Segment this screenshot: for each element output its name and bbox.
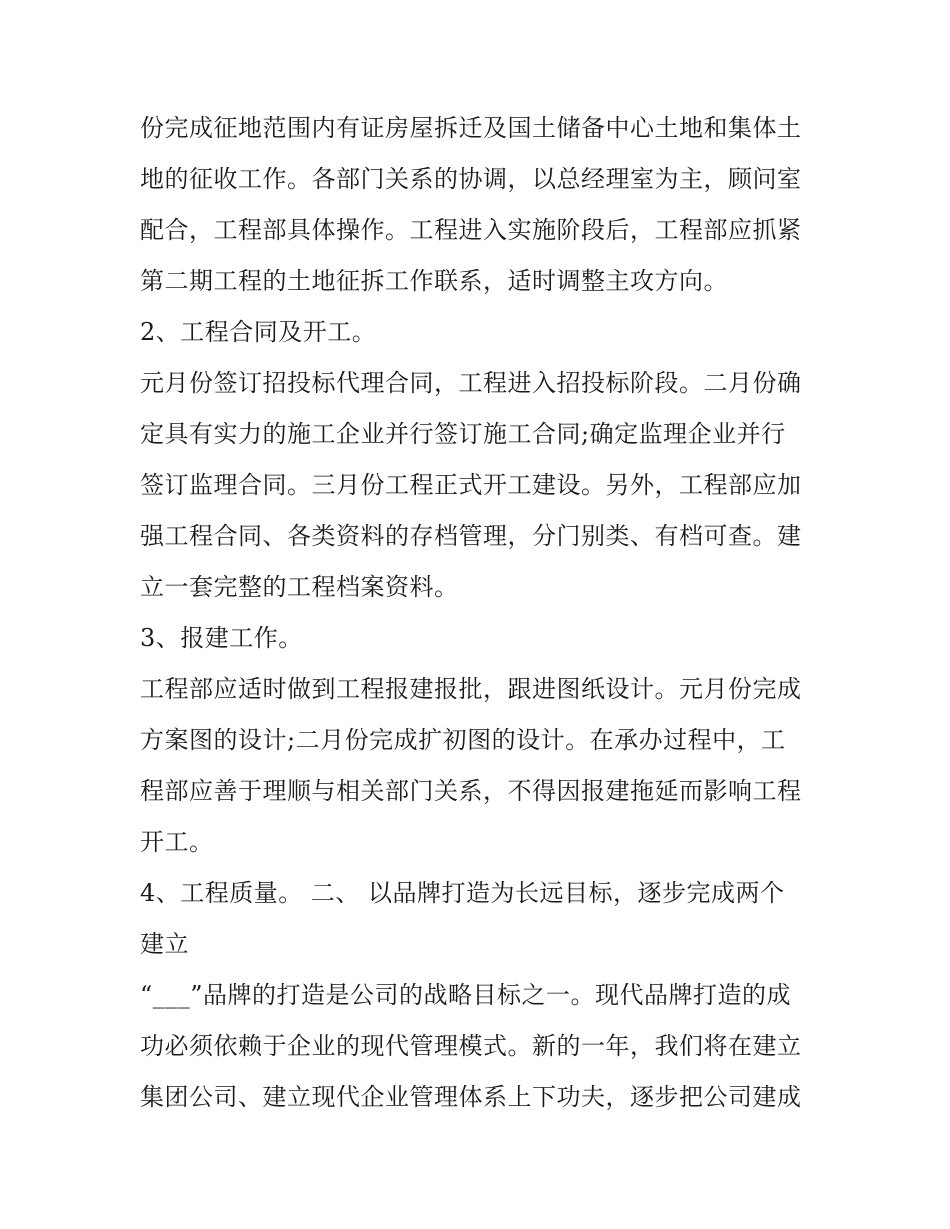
text-line: 功必须依赖于企业的现代管理模式。新的一年，我们将在建立	[140, 1032, 802, 1060]
text-line: 建立	[140, 930, 189, 958]
text-line: 第二期工程的土地征拆工作联系，适时调整主攻方向。	[140, 267, 728, 295]
text-line: 立一套完整的工程档案资料。	[140, 573, 459, 601]
text-line: 方案图的设计;二月份完成扩初图的设计。在承办过程中，工	[140, 726, 786, 754]
section-heading: 4、工程质量。 二、 以品牌打造为长远目标，逐步完成两个	[140, 879, 785, 907]
text-line: 工程部应适时做到工程报建报批，跟进图纸设计。元月份完成	[140, 675, 802, 703]
text-line: 地的征收工作。各部门关系的协调，以总经理室为主，顾问室	[140, 165, 802, 193]
text-line: “___”品牌的打造是公司的战略目标之一。现代品牌打造的成	[140, 981, 792, 1009]
text-line: 程部应善于理顺与相关部门关系，不得因报建拖延而影响工程	[140, 777, 802, 805]
text-line: 份完成征地范围内有证房屋拆迁及国土储备中心土地和集体土	[140, 114, 802, 142]
text-line: 开工。	[140, 828, 214, 856]
text-line: 定具有实力的施工企业并行签订施工合同;确定监理企业并行	[140, 420, 786, 448]
section-heading: 2、工程合同及开工。	[140, 318, 377, 346]
text-line: 配合，工程部具体操作。工程进入实施阶段后，工程部应抓紧	[140, 216, 802, 244]
section-heading: 3、报建工作。	[140, 624, 303, 652]
text-line: 集团公司、建立现代企业管理体系上下功夫，逐步把公司建成	[140, 1083, 802, 1111]
text-line: 签订监理合同。三月份工程正式开工建设。另外，工程部应加	[140, 471, 802, 499]
text-line: 元月份签订招投标代理合同，工程进入招投标阶段。二月份确	[140, 369, 802, 397]
text-line: 强工程合同、各类资料的存档管理，分门别类、有档可查。建	[140, 522, 802, 550]
